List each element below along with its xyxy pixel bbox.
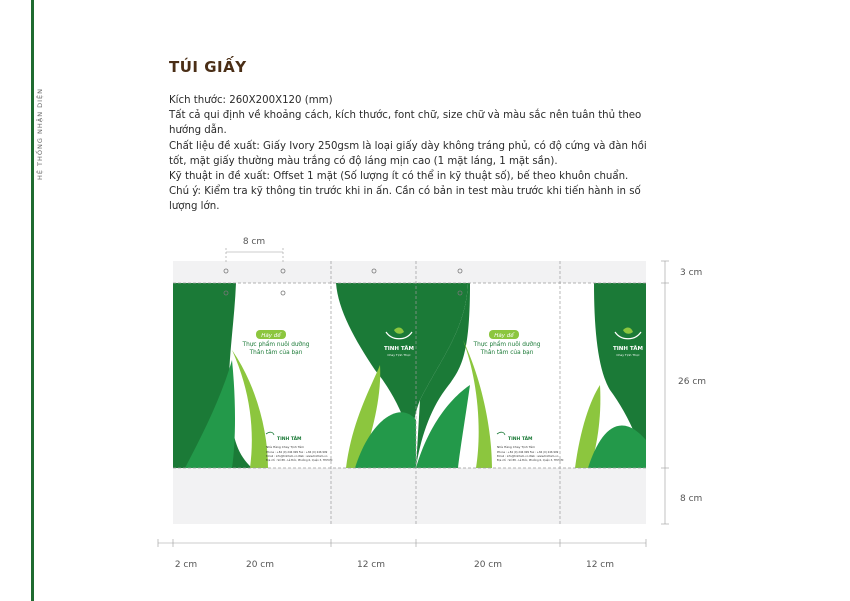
svg-text:Email : info@tinhtam.vn Web: Email : info@tinhtam.vn Web : www.tinhtam.vn: [497, 455, 559, 458]
svg-text:Nhà Hàng Chay Tịnh Tâm: Nhà Hàng Chay Tịnh Tâm: [266, 445, 305, 449]
note-line: Chú ý: Kiểm tra kỹ thông tin trước khi in ấn. Cần có bản in test màu trước khi tiến hành in số lượng lớn.: [169, 186, 641, 213]
slogan-line2-1: Thân tâm của bạn: [249, 350, 303, 356]
page-title: TÚI GIẤY: [169, 58, 247, 76]
rules-line: Tất cả qui định về khoảng cách, kích thước, font chữ, size chữ và màu sắc nên tuân thủ theo hướng dẫn.: [169, 110, 642, 137]
material-line: Chất liệu đề xuất: Giấy Ivory 250gsm là loại giấy dày không tráng phủ, có độ cứng và đàn hồi tốt, mặt giấy thường màu trắng có độ láng mịn cao (1 mặt láng, 1 mặt sần).: [169, 140, 647, 167]
dim-bottom-label-2: 20 cm: [245, 560, 275, 570]
slogan-line2-2: Thân tâm của bạn: [480, 350, 534, 356]
dim-bottom-label-1: 2 cm: [174, 560, 198, 570]
slogan-badge-1: Hãy để: [261, 333, 281, 339]
dim-right-label-2: 26 cm: [678, 377, 707, 387]
svg-text:Địa chỉ : Số 88 - Lê Đức, Phườ: Địa chỉ : Số 88 - Lê Đức, Phường 6, Quận 3, TP.HCM: [266, 459, 333, 462]
dim-right-lines: [661, 261, 669, 524]
size-line: Kích thước: 260X200X120 (mm): [169, 95, 333, 106]
svg-text:TINH TÂM: TINH TÂM: [384, 346, 414, 352]
svg-text:TINH TÂM: TINH TÂM: [508, 437, 533, 442]
svg-text:Chay Tịnh Thực: Chay Tịnh Thực: [387, 353, 411, 357]
svg-text:TINH TÂM: TINH TÂM: [277, 437, 302, 442]
slogan-line1-1: Thực phẩm nuôi dưỡng: [242, 342, 310, 348]
dim-top-label: 8 cm: [242, 237, 266, 247]
svg-text:Nhà Hàng Chay Tịnh Tâm: Nhà Hàng Chay Tịnh Tâm: [497, 445, 536, 449]
dim-bottom-label-3: 12 cm: [356, 560, 386, 570]
slogan-badge-2: Hãy để: [494, 333, 514, 339]
svg-text:Email : info@tinhtam.vn Web: Email : info@tinhtam.vn Web : www.tinhtam.vn: [266, 455, 328, 458]
dim-right-label-1: 3 cm: [680, 268, 703, 278]
dim-bottom-lines: [158, 539, 646, 547]
svg-text:Chay Tịnh Thực: Chay Tịnh Thực: [616, 353, 640, 357]
svg-text:Phone : +84 (0) 246 999 Fax: Phone : +84 (0) 246 999 Fax : +84 (0) 246 999: [497, 451, 559, 454]
sidebar-vertical-label: HỆ THỐNG NHẬN DIỆN: [36, 87, 44, 180]
dim-bottom-label-4: 20 cm: [473, 560, 503, 570]
svg-text:Phone : +84 (0) 246 999 Fax: Phone : +84 (0) 246 999 Fax : +84 (0) 246 999: [266, 451, 328, 454]
dim-top-line: [226, 248, 283, 262]
svg-text:Địa chỉ : Số 88 - Lê Đức, Phườ: Địa chỉ : Số 88 - Lê Đức, Phường 6, Quận 3, TP.HCM: [497, 459, 564, 462]
dim-bottom-label-5: 12 cm: [585, 560, 615, 570]
print-line: Kỹ thuật in đề xuất: Offset 1 mặt (Số lượng ít có thể in kỹ thuật số), bế theo khuôn chuẩn.: [169, 171, 629, 183]
svg-text:TINH TÂM: TINH TÂM: [613, 346, 643, 352]
slogan-line1-2: Thực phẩm nuôi dưỡng: [473, 342, 541, 348]
dim-right-label-3: 8 cm: [680, 494, 703, 504]
